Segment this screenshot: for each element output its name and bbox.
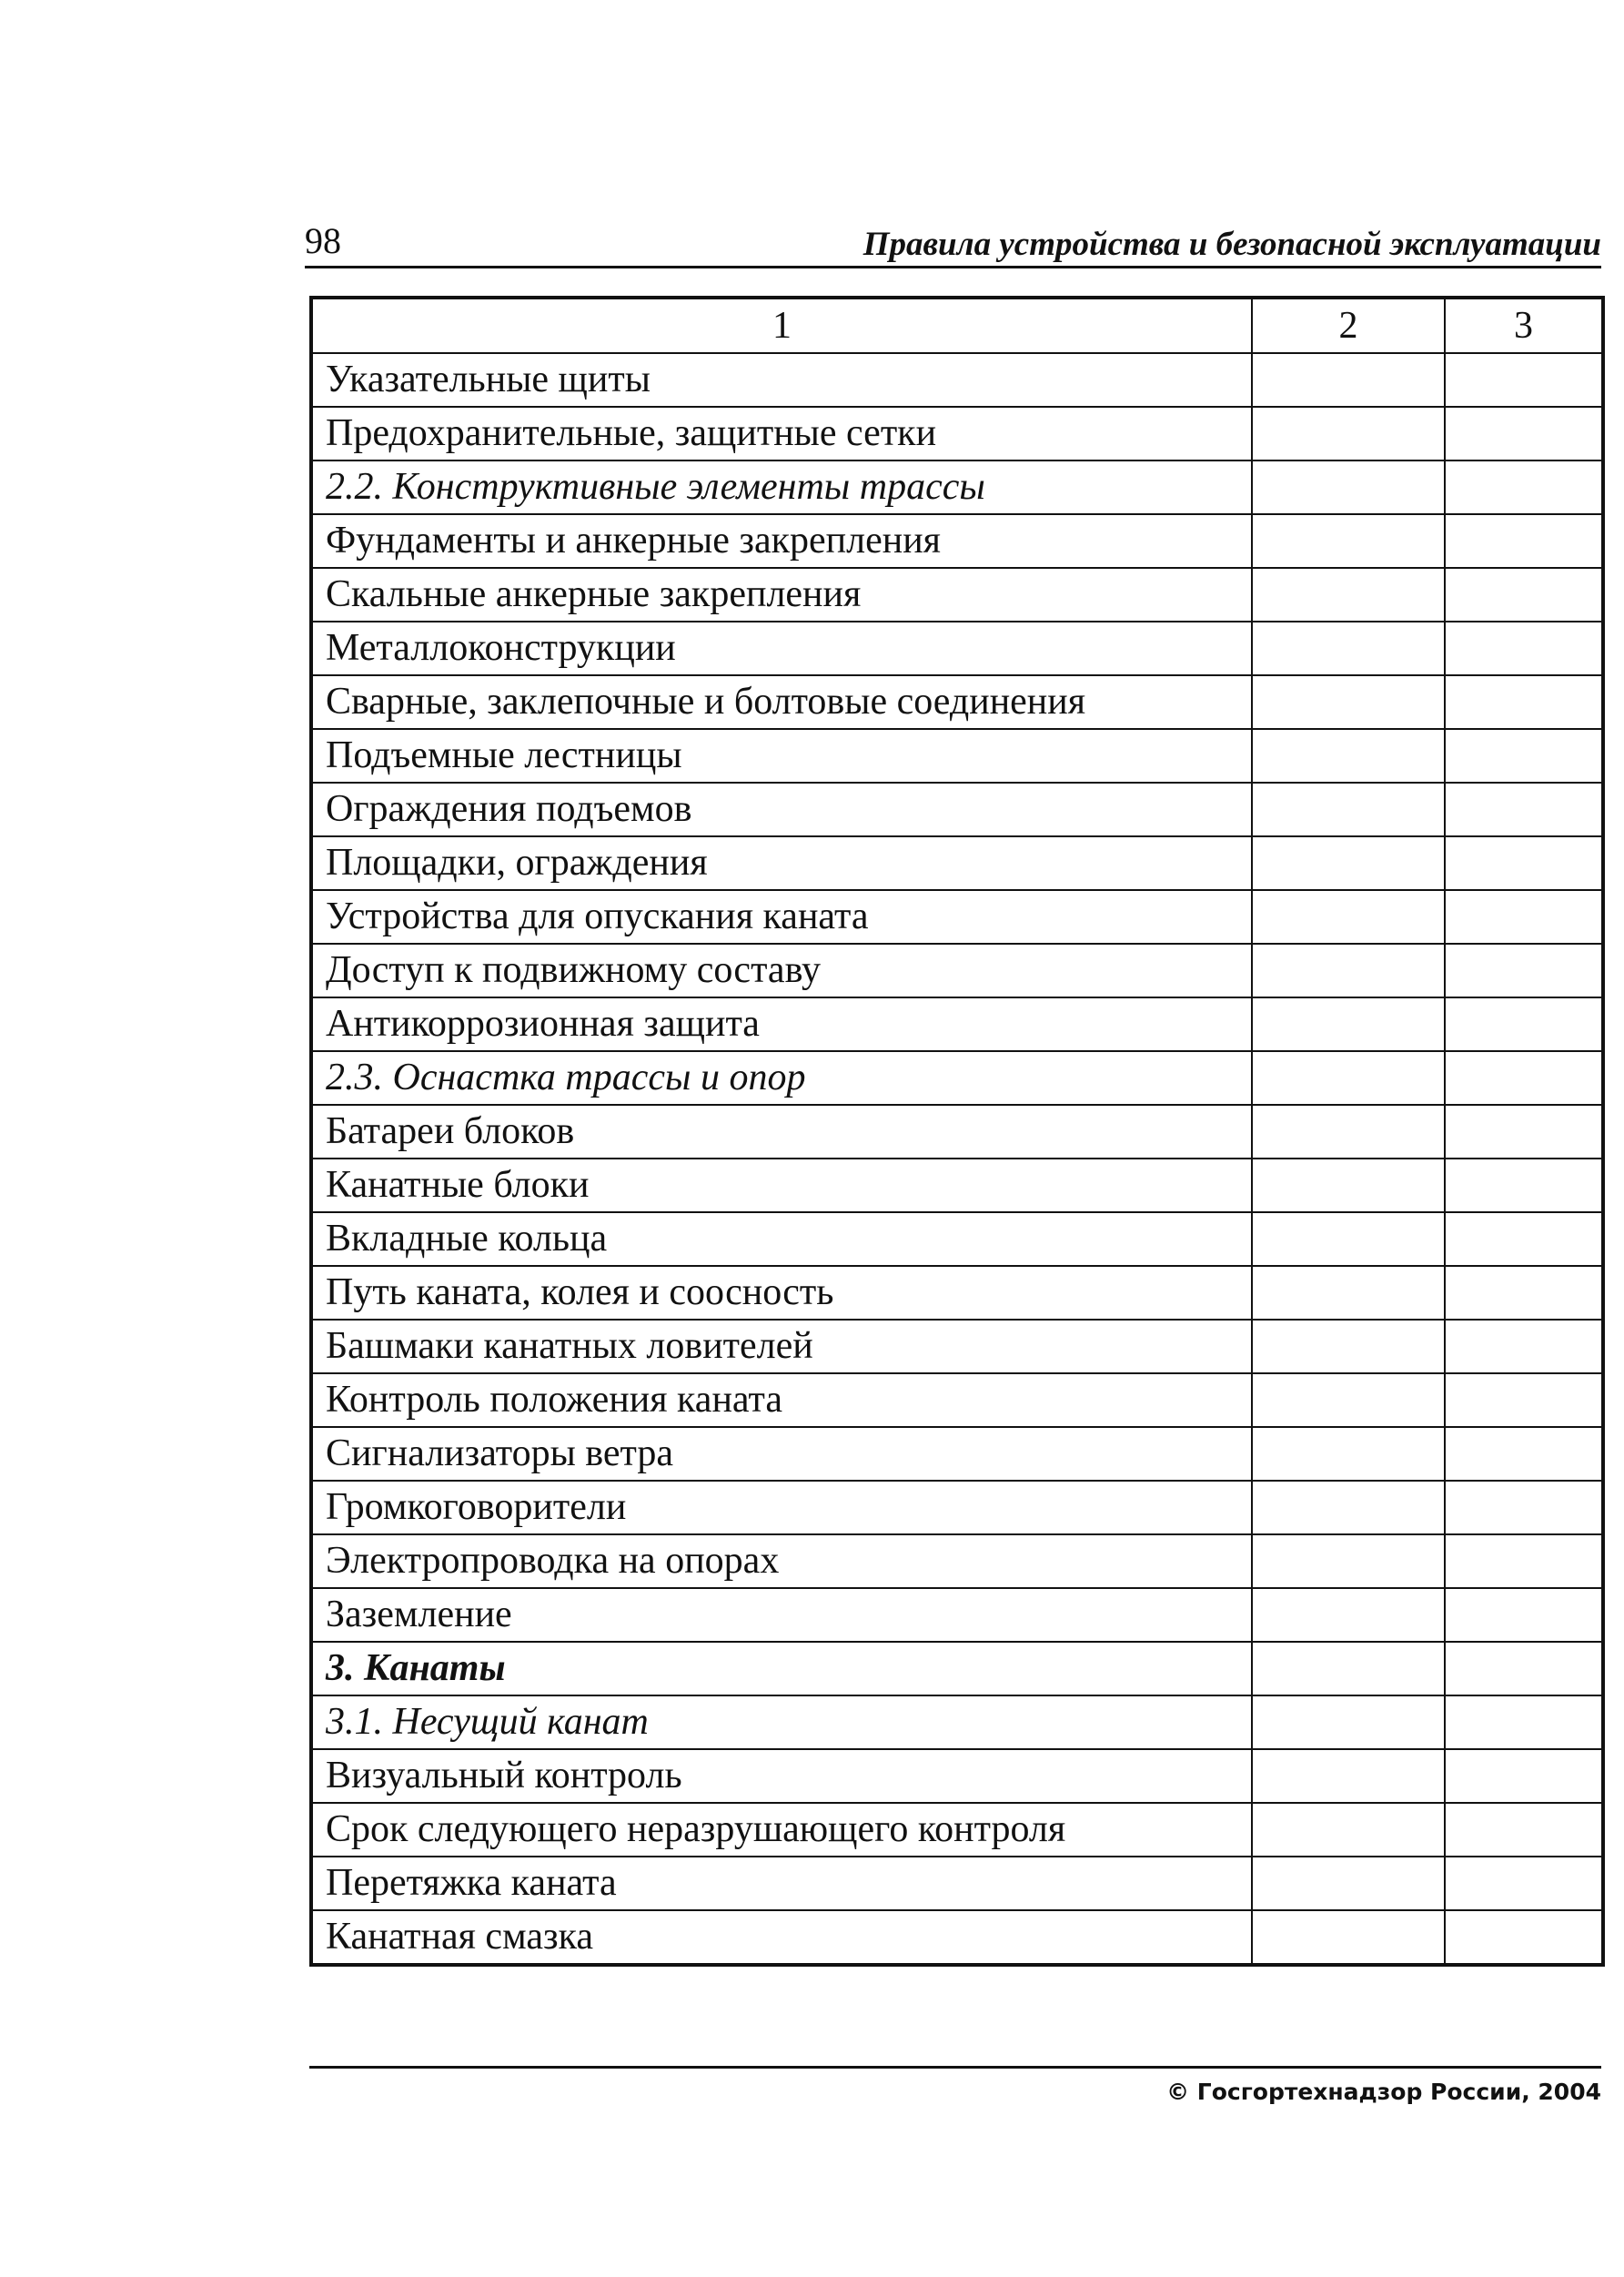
table-row [311,1212,1603,1266]
table-row [311,568,1603,622]
column-2-cell [1252,353,1445,407]
column-2-cell [1252,1642,1445,1695]
column-2-cell [1252,1212,1445,1266]
column-3-cell [1445,1105,1603,1159]
row-label: Ограждения подъемов [311,783,1252,836]
row-label: Указательные щиты [311,353,1252,407]
copyright-notice: © Госгортехнадзор России, 2004 [1166,2079,1601,2105]
page-number: 98 [305,220,341,261]
column-3-cell [1445,1857,1603,1910]
footer-rule [309,2066,1601,2069]
column-3-cell [1445,1159,1603,1212]
column-3-cell [1445,1427,1603,1481]
column-2-cell [1252,1266,1445,1320]
column-3-cell [1445,1803,1603,1857]
column-3-cell [1445,1320,1603,1373]
row-label: Перетяжка каната [311,1857,1252,1910]
column-3-cell [1445,997,1603,1051]
row-label: 3. Канаты [311,1642,1252,1695]
table-row [311,1588,1603,1642]
page-footer [309,2066,1601,2120]
column-3-cell [1445,675,1603,729]
row-label: Скальные анкерные закрепления [311,568,1252,622]
table-row [311,836,1603,890]
column-2-cell [1252,1588,1445,1642]
column-2-cell [1252,622,1445,675]
column-3-cell [1445,568,1603,622]
row-label: Канатная смазка [311,1910,1252,1965]
table-row [311,1534,1603,1588]
table-row [311,1749,1603,1803]
row-label: Антикоррозионная защита [311,997,1252,1051]
column-3-cell [1445,1910,1603,1965]
table-row [311,514,1603,568]
row-label: Башмаки канатных ловителей [311,1320,1252,1373]
column-2-cell [1252,836,1445,890]
column-2-cell [1252,1695,1445,1749]
column-3-cell [1445,1373,1603,1427]
column-2-cell [1252,1910,1445,1965]
column-2-cell [1252,1105,1445,1159]
row-label: 3.1. Несущий канат [311,1695,1252,1749]
column-2-cell [1252,568,1445,622]
column-3-cell [1445,353,1603,407]
column-3-cell [1445,783,1603,836]
table-row [311,890,1603,944]
column-2-cell [1252,1481,1445,1534]
column-3-cell [1445,407,1603,460]
table-row [311,729,1603,783]
table-row [311,1051,1603,1105]
column-3-cell [1445,836,1603,890]
table-row [311,997,1603,1051]
column-3-cell [1445,1695,1603,1749]
row-label: Предохранительные, защитные сетки [311,407,1252,460]
column-2-cell [1252,890,1445,944]
column-3-cell [1445,1534,1603,1588]
row-label: Срок следующего неразрушающего контроля [311,1803,1252,1857]
page-header [305,222,1601,268]
table-row [311,944,1603,997]
table-row [311,1857,1603,1910]
row-label: Визуальный контроль [311,1749,1252,1803]
column-3-cell [1445,1051,1603,1105]
column-2-cell [1252,514,1445,568]
column-2-cell [1252,1159,1445,1212]
column-3-cell [1445,1266,1603,1320]
column-2-cell [1252,1803,1445,1857]
checklist-table [309,296,1605,1967]
column-3-cell [1445,1212,1603,1266]
column-2-cell [1252,783,1445,836]
column-2-cell [1252,1427,1445,1481]
row-label: Подъемные лестницы [311,729,1252,783]
row-label: Доступ к подвижному составу [311,944,1252,997]
running-title: Правила устройства и безопасной эксплуатации [862,226,1601,263]
table-row [311,1803,1603,1857]
column-3-cell [1445,1481,1603,1534]
column-2-cell [1252,944,1445,997]
row-label: Электропроводка на опорах [311,1534,1252,1588]
column-2-cell [1252,675,1445,729]
row-label: Фундаменты и анкерные закрепления [311,514,1252,568]
table-row [311,460,1603,514]
column-3-cell [1445,890,1603,944]
table-body [311,353,1603,1965]
column-2-cell [1252,1373,1445,1427]
table-row [311,622,1603,675]
table-row [311,1695,1603,1749]
column-3-cell [1445,460,1603,514]
row-label: Канатные блоки [311,1159,1252,1212]
row-label: Вкладные кольца [311,1212,1252,1266]
column-2-cell [1252,1749,1445,1803]
column-2-cell [1252,729,1445,783]
row-label: Металлоконструкции [311,622,1252,675]
row-label: Заземление [311,1588,1252,1642]
column-header-1: 1 [311,298,1252,353]
table-header-row [311,298,1603,353]
table-row [311,1910,1603,1965]
column-3-cell [1445,1749,1603,1803]
table-row [311,1642,1603,1695]
table-row [311,353,1603,407]
column-2-cell [1252,460,1445,514]
table-row [311,1481,1603,1534]
column-2-cell [1252,1534,1445,1588]
column-2-cell [1252,407,1445,460]
table-row [311,1105,1603,1159]
row-label: Батареи блоков [311,1105,1252,1159]
row-label: 2.2. Конструктивные элементы трассы [311,460,1252,514]
row-label: Устройства для опускания каната [311,890,1252,944]
table-row [311,783,1603,836]
column-3-cell [1445,1642,1603,1695]
column-3-cell [1445,514,1603,568]
row-label: 2.3. Оснастка трассы и опор [311,1051,1252,1105]
column-header-3: 3 [1445,298,1603,353]
table-row [311,1266,1603,1320]
row-label: Громкоговорители [311,1481,1252,1534]
column-3-cell [1445,729,1603,783]
table-row [311,1427,1603,1481]
column-3-cell [1445,622,1603,675]
row-label: Сигнализаторы ветра [311,1427,1252,1481]
row-label: Путь каната, колея и соосность [311,1266,1252,1320]
column-header-2: 2 [1252,298,1445,353]
row-label: Контроль положения каната [311,1373,1252,1427]
column-2-cell [1252,1857,1445,1910]
row-label: Сварные, заклепочные и болтовые соединения [311,675,1252,729]
column-2-cell [1252,1320,1445,1373]
column-2-cell [1252,1051,1445,1105]
table-row [311,675,1603,729]
column-3-cell [1445,944,1603,997]
row-label: Площадки, ограждения [311,836,1252,890]
table-row [311,407,1603,460]
table-row [311,1320,1603,1373]
table-row [311,1159,1603,1212]
table-row [311,1373,1603,1427]
column-3-cell [1445,1588,1603,1642]
column-2-cell [1252,997,1445,1051]
